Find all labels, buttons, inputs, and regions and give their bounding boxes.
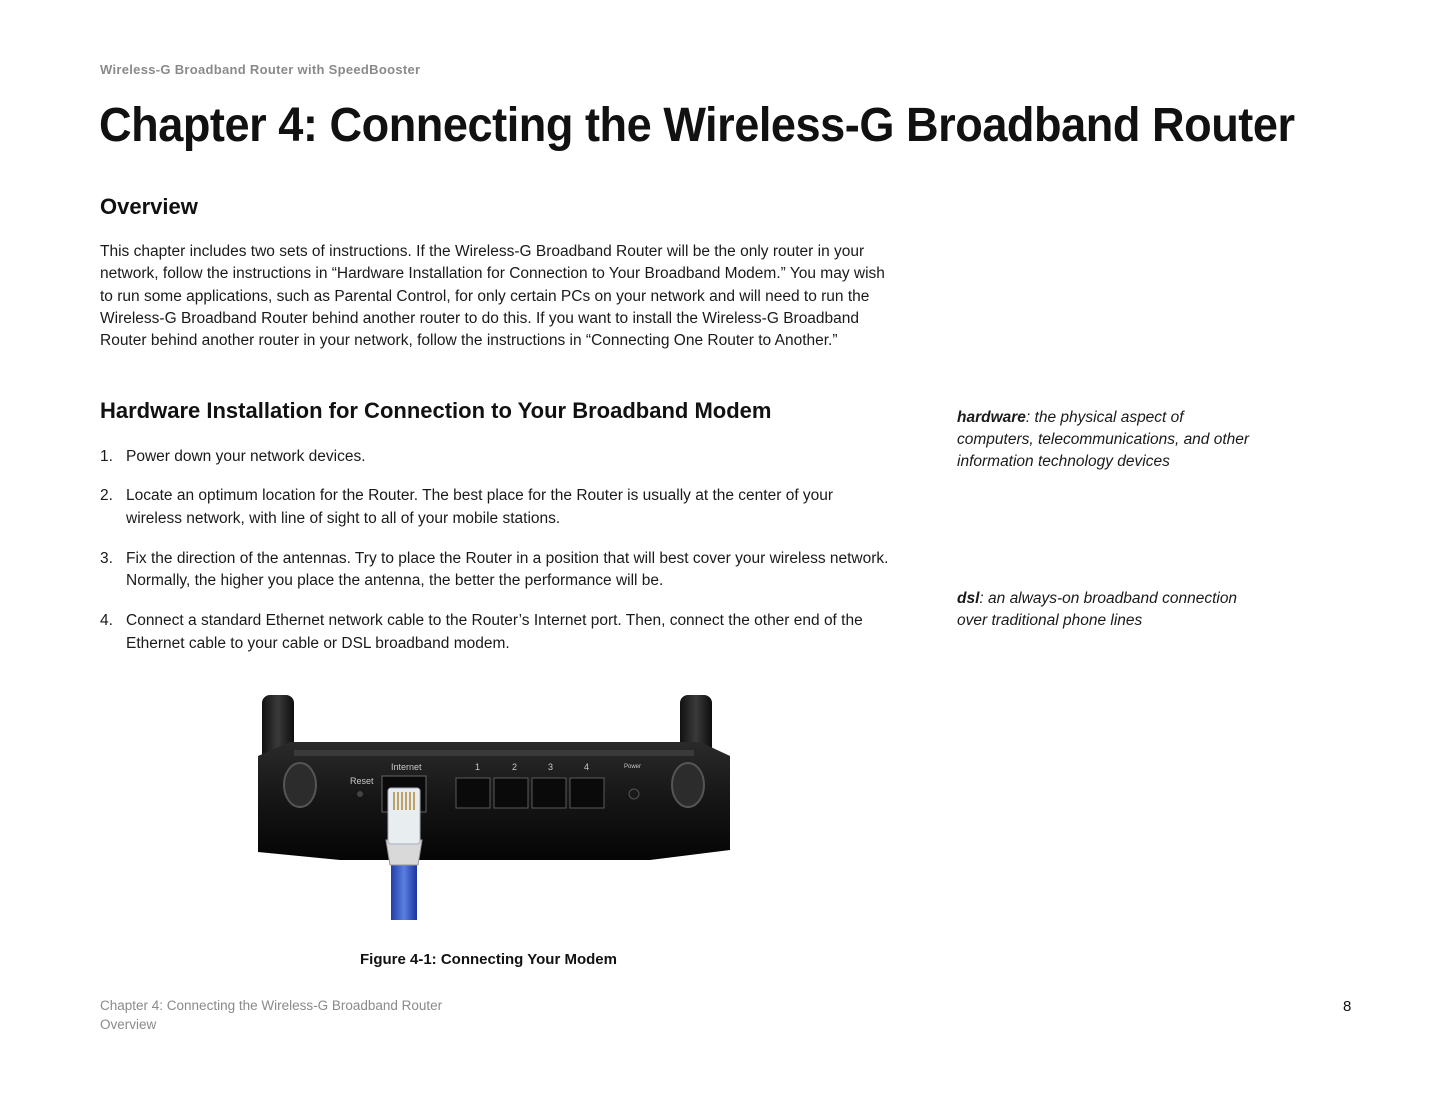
- step-item: [100, 548, 890, 593]
- power-label: Power: [624, 764, 642, 770]
- internet-port-label: Internet: [391, 762, 422, 772]
- rj45-plug: [388, 788, 420, 844]
- footer-section: Overview: [100, 1017, 157, 1032]
- glossary-hardware: [957, 407, 1257, 473]
- power-jack: [629, 789, 639, 799]
- step-number: 3.: [100, 549, 113, 567]
- step-text: Connect a standard Ethernet network cable to the Router’s Internet port. Then, connect the other end of the Ethernet cable to your cable or DSL broadband modem.: [126, 612, 863, 652]
- port-1-label: 1: [475, 762, 481, 772]
- router-figure: [250, 690, 740, 920]
- step-number: 1.: [100, 448, 113, 465]
- reset-label: Reset: [350, 776, 374, 786]
- lan-port-1: [456, 778, 490, 808]
- step-text: Power down your network devices.: [126, 448, 366, 465]
- lan-port-3: [532, 778, 566, 808]
- port-4-label: 4: [584, 762, 590, 772]
- step-number: 4.: [100, 612, 113, 630]
- step-item: [100, 610, 890, 655]
- glossary-definition: : an always-on broadband connection over traditional phone lines: [957, 590, 1238, 629]
- router-illustration: [250, 690, 740, 920]
- chapter-title: Chapter 4: Connecting the Wireless-G Broadband Router: [99, 99, 1295, 152]
- installation-steps-list: [100, 446, 890, 673]
- overview-paragraph: This chapter includes two sets of instructions. If the Wireless-G Broadband Router will be the only router in your network, follow the instructions in “Hardware Installation for Connection to Your Broadband Modem.” You may wish to run some applications, such as Parental Control, for only certain PCs on your network and will need to run the Wireless-G Broadband Router behind another router to do this. If you want to install the Wireless-G Broadband Router behind another router in your network, follow the instructions in “Connecting One Router to Another.”: [100, 243, 885, 350]
- reset-button: [357, 791, 363, 797]
- glossary-definition: : the physical aspect of computers, telecommunications, and other information technology devices: [957, 409, 1250, 470]
- port-3-label: 3: [548, 762, 554, 772]
- right-antenna-knob: [672, 763, 704, 807]
- figure-caption: Figure 4-1: Connecting Your Modem: [360, 951, 617, 968]
- step-item: [100, 485, 890, 530]
- overview-heading: Overview: [100, 194, 198, 219]
- footer-chapter: Chapter 4: Connecting the Wireless-G Broadband Router: [100, 998, 443, 1013]
- lan-port-2: [494, 778, 528, 808]
- glossary-term: dsl: [957, 590, 980, 607]
- left-antenna-knob: [284, 763, 316, 807]
- glossary-term: hardware: [957, 409, 1026, 426]
- hardware-installation-heading: Hardware Installation for Connection to Your Broadband Modem: [100, 398, 772, 423]
- step-text: Fix the direction of the antennas. Try to place the Router in a position that will best cover your wireless network. Normally, the higher you place the antenna, the better the performance will be.: [126, 549, 889, 590]
- step-text: Locate an optimum location for the Router. The best place for the Router is usually at the center of your wireless network, with line of sight to all of your mobile stations.: [126, 487, 834, 527]
- lan-port-4: [570, 778, 604, 808]
- step-number: 2.: [100, 487, 113, 505]
- page-number: 8: [1343, 998, 1352, 1015]
- running-head: Wireless-G Broadband Router with SpeedBooster: [100, 62, 421, 77]
- step-item: [100, 446, 890, 468]
- glossary-dsl: [957, 588, 1257, 632]
- port-2-label: 2: [512, 762, 518, 772]
